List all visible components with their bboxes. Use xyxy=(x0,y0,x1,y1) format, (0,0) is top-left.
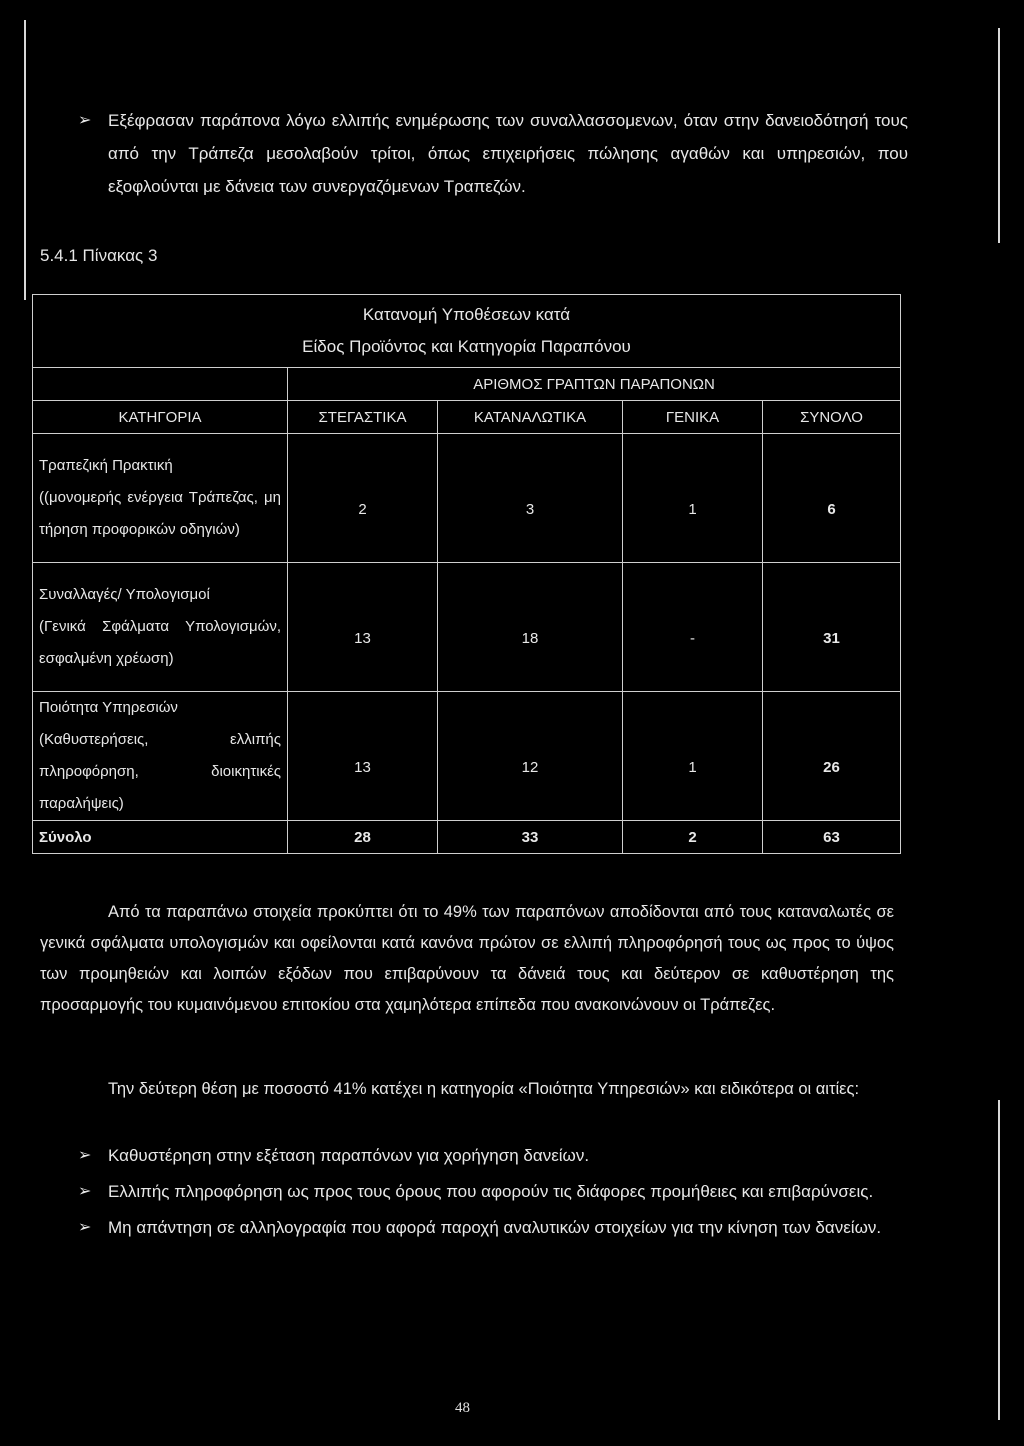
table-group-row xyxy=(33,368,901,401)
total-general: 2 xyxy=(623,821,763,854)
scan-edge-right-top xyxy=(998,28,1000,243)
group-empty-cell xyxy=(33,368,288,401)
table-total-row xyxy=(33,821,901,854)
table-title-line-1: Κατανομή Υποθέσεων κατά xyxy=(362,305,571,324)
list-item xyxy=(78,1175,908,1208)
table-title-row xyxy=(33,295,901,368)
category-description: (Γενικά Σφάλματα Υπολογισμών, εσφαλμένη χρέωση) xyxy=(39,618,281,667)
table-header-row xyxy=(33,401,901,434)
mortgage-value: 13 xyxy=(288,692,438,821)
causes-list xyxy=(78,1139,908,1244)
category-description: ((μονομερής ενέργεια Τράπεζας, μη τήρηση προφορικών οδηγιών) xyxy=(39,489,281,538)
total-value: 31 xyxy=(763,563,901,692)
column-header-general: ΓΕΝΙΚΑ xyxy=(623,401,763,434)
consumer-value: 18 xyxy=(438,563,623,692)
intro-bullet-text: Εξέφρασαν παράπονα λόγω ελλιπής ενημέρωσης των συναλλασσομενων, όταν στην δανειοδότησή τους από την Τράπεζα μεσολαβούν τρίτοι, όπως επιχειρήσεις πώλησης αγαθών και υπηρεσιών, που εξοφλούνται με δάνεια των συνεργαζόμενων Τραπεζών. xyxy=(108,111,908,196)
cause-text: Μη απάντηση σε αλληλογραφία που αφορά παροχή αναλυτικών στοιχείων για την κίνηση των δανείων. xyxy=(108,1218,882,1237)
total-consumer: 33 xyxy=(438,821,623,854)
table-row xyxy=(33,434,901,563)
intro-bullet-list xyxy=(78,104,908,203)
page-number: 48 xyxy=(455,1400,470,1416)
arrow-bullet-icon: ➢ xyxy=(78,1183,92,1200)
mortgage-value: 13 xyxy=(288,563,438,692)
category-name: Τραπεζική Πρακτική xyxy=(39,457,173,474)
intro-bullet xyxy=(78,104,908,203)
consumer-value: 12 xyxy=(438,692,623,821)
category-name: Συναλλαγές/ Υπολογισμοί xyxy=(39,586,210,603)
general-value: 1 xyxy=(623,692,763,821)
column-header-category: ΚΑΤΗΓΟΡΙΑ xyxy=(33,401,288,434)
table-row xyxy=(33,563,901,692)
list-item xyxy=(78,1211,908,1244)
total-value: 6 xyxy=(763,434,901,563)
arrow-bullet-icon: ➢ xyxy=(78,112,92,129)
category-cell xyxy=(33,434,288,563)
general-value: - xyxy=(623,563,763,692)
group-header: ΑΡΙΘΜΟΣ ΓΡΑΠΤΩΝ ΠΑΡΑΠΟΝΩΝ xyxy=(288,368,901,401)
category-name: Ποιότητα Υπηρεσιών xyxy=(39,699,178,716)
complaints-table xyxy=(32,294,901,854)
total-mortgage: 28 xyxy=(288,821,438,854)
column-header-mortgage: ΣΤΕΓΑΣΤΙΚΑ xyxy=(288,401,438,434)
table-title-line-2: Είδος Προϊόντος και Κατηγορία Παραπόνου xyxy=(302,337,631,356)
list-item xyxy=(78,1139,908,1172)
second-position-paragraph: Την δεύτερη θέση με ποσοστό 41% κατέχει η κατηγορία «Ποιότητα Υπηρεσιών» και ειδικότερα οι αιτίες: xyxy=(108,1080,860,1098)
cause-text: Καθυστέρηση στην εξέταση παραπόνων για χορήγηση δανείων. xyxy=(108,1146,590,1165)
analysis-paragraph: Από τα παραπάνω στοιχεία προκύπτει ότι το 49% των παραπόνων αποδίδονται από τους καταναλωτές σε γενικά σφάλματα υπολογισμών και οφείλονται κατά κανόνα πρώτον σε ελλιπή πληροφόρησή τους ως προς το ύψος των προμηθειών και λοιπών εξόδων που επιβαρύνουν τα δάνειά τους και δεύτερον σε καθυστέρηση της προσαρμογής του κυμαινόμενου επιτοκίου στα χαμηλότερα επίπεδα που ανακοινώνουν οι Τράπεζες. xyxy=(40,903,894,1014)
cause-text: Ελλιπής πληροφόρηση ως προς τους όρους που αφορούν τις διάφορες προμήθειες και επιβαρύνσεις. xyxy=(108,1182,874,1201)
scan-edge-right-bottom xyxy=(998,1100,1000,1420)
table-caption: 5.4.1 Πίνακας 3 xyxy=(40,246,158,265)
column-header-total: ΣΥΝΟΛΟ xyxy=(763,401,901,434)
column-header-consumer: ΚΑΤΑΝΑΛΩΤΙΚΑ xyxy=(438,401,623,434)
consumer-value: 3 xyxy=(438,434,623,563)
arrow-bullet-icon: ➢ xyxy=(78,1219,92,1236)
table-title xyxy=(33,295,901,368)
table-row xyxy=(33,692,901,821)
mortgage-value: 2 xyxy=(288,434,438,563)
category-cell xyxy=(33,563,288,692)
scan-edge-left xyxy=(24,20,26,300)
grand-total: 63 xyxy=(763,821,901,854)
category-cell xyxy=(33,692,288,821)
total-value: 26 xyxy=(763,692,901,821)
general-value: 1 xyxy=(623,434,763,563)
total-label: Σύνολο xyxy=(33,821,288,854)
arrow-bullet-icon: ➢ xyxy=(78,1147,92,1164)
category-description: (Καθυστερήσεις, ελλιπής πληροφόρηση, διοικητικές παραλήψεις) xyxy=(39,731,281,812)
